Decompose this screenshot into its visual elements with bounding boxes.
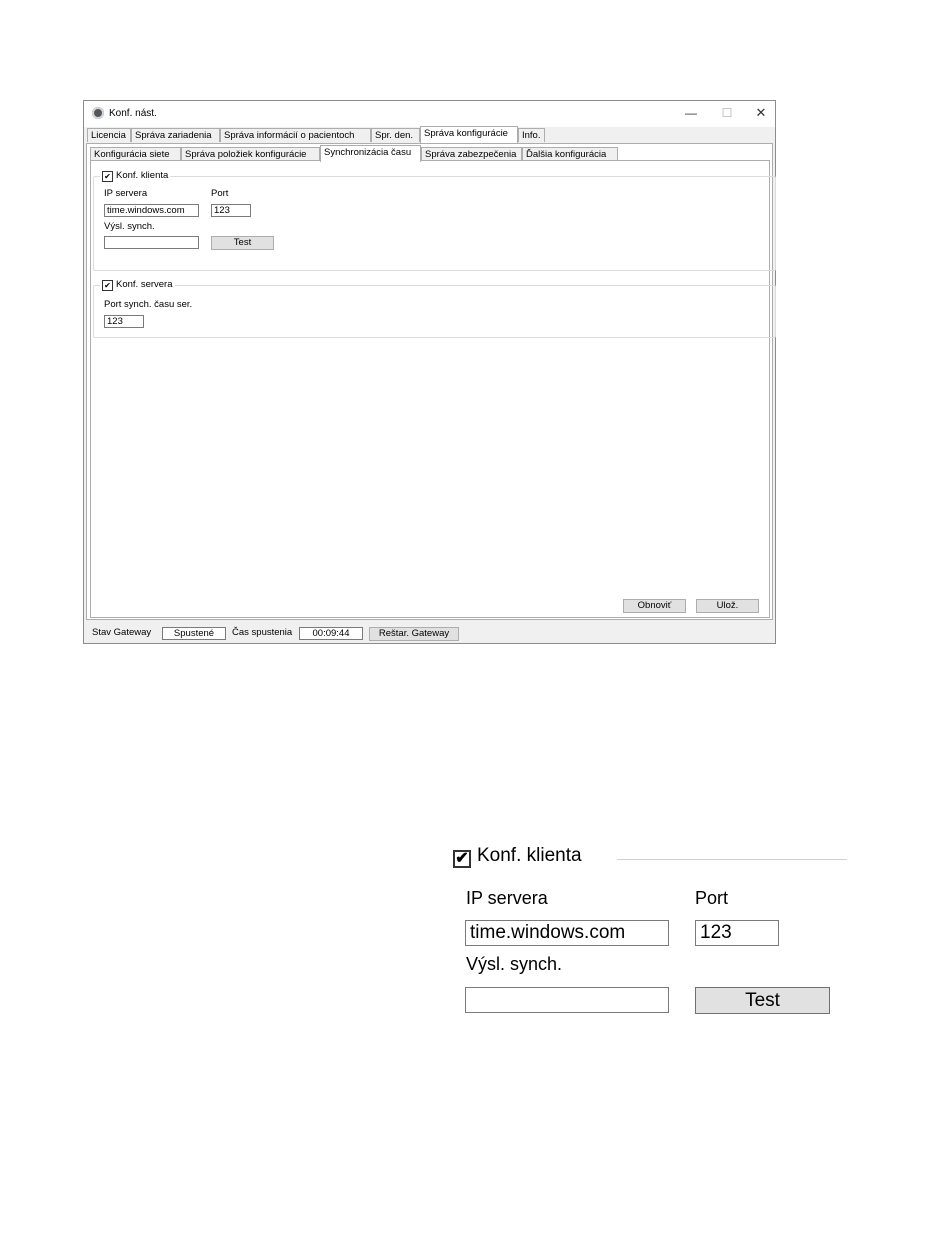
port-label: Port <box>211 188 229 199</box>
refresh-button[interactable]: Obnoviť <box>623 599 686 613</box>
minimize-button[interactable]: — <box>685 106 697 120</box>
gateway-status-label: Stav Gateway <box>92 627 152 638</box>
tab-sprava-zariadenia[interactable]: Správa zariadenia <box>131 128 220 142</box>
app-icon <box>92 107 104 119</box>
server-config-group <box>93 279 776 338</box>
tab-sprava-zabezpecenia[interactable]: Správa zabezpečenia <box>421 147 522 161</box>
tab-dalsia-konfiguracia[interactable]: Ďalšia konfigurácia <box>522 147 618 161</box>
ip-server-input[interactable]: time.windows.com <box>104 204 199 217</box>
window-title: Konf. nást. <box>109 108 157 119</box>
ip-server-label: IP servera <box>104 188 148 199</box>
tab-licencia[interactable]: Licencia <box>87 128 131 142</box>
title-bar <box>84 101 775 127</box>
test-button[interactable]: Test <box>211 236 274 250</box>
server-config-label: Konf. servera <box>116 279 173 290</box>
start-time-field: 00:09:44 <box>299 627 363 640</box>
gateway-status-field: Spustené <box>162 627 226 640</box>
server-port-label: Port synch. času ser. <box>104 299 193 310</box>
tab-sprava-informacii-o-pacientoch[interactable]: Správa informácií o pacientoch <box>220 128 371 142</box>
status-bar <box>84 622 775 643</box>
close-button[interactable]: ✕ <box>755 105 767 120</box>
config-window <box>83 100 776 644</box>
detail-client-config-legend <box>453 844 582 868</box>
tab-sprava-konfiguracie[interactable]: Správa konfigurácie <box>420 126 518 143</box>
save-button[interactable]: Ulož. <box>696 599 759 613</box>
detail-sync-result-label: Výsl. synch. <box>466 954 563 974</box>
client-config-group <box>93 170 776 271</box>
port-input[interactable]: 123 <box>211 204 251 217</box>
detail-test-button[interactable]: Test <box>695 987 830 1014</box>
main-tab-bar <box>87 128 773 143</box>
detail-port-input[interactable]: 123 <box>695 920 779 946</box>
tab-info[interactable]: Info. <box>518 128 545 142</box>
sync-result-label: Výsl. synch. <box>104 221 155 232</box>
config-panel <box>86 143 773 620</box>
detail-client-config-label: Konf. klienta <box>477 845 582 866</box>
client-config-detail <box>453 842 853 1022</box>
client-config-checkbox[interactable]: ✔ <box>102 171 113 182</box>
maximize-button[interactable]: ☐ <box>721 106 733 120</box>
detail-ip-server-label: IP servera <box>466 888 548 908</box>
sync-result-field <box>104 236 199 249</box>
start-time-label: Čas spustenia <box>232 627 293 638</box>
client-config-label: Konf. klienta <box>116 170 169 181</box>
detail-sync-result-field <box>465 987 669 1013</box>
detail-client-config-checkbox[interactable]: ✔ <box>453 850 471 868</box>
detail-ip-server-input[interactable]: time.windows.com <box>465 920 669 946</box>
server-config-legend <box>100 279 175 291</box>
tab-spr-den[interactable]: Spr. den. <box>371 128 420 142</box>
time-sync-panel <box>90 160 770 618</box>
server-config-checkbox[interactable]: ✔ <box>102 280 113 291</box>
detail-group-border <box>617 859 847 860</box>
restart-gateway-button[interactable]: Reštar. Gateway <box>369 627 459 641</box>
server-port-input[interactable]: 123 <box>104 315 144 328</box>
tab-synchronizacia-casu[interactable]: Synchronizácia času <box>320 145 421 162</box>
tab-konfiguracia-siete[interactable]: Konfigurácia siete <box>90 147 181 161</box>
tab-sprava-poloziek-konfiguracie[interactable]: Správa položiek konfigurácie <box>181 147 320 161</box>
detail-port-label: Port <box>695 888 729 908</box>
client-config-legend <box>100 170 170 182</box>
